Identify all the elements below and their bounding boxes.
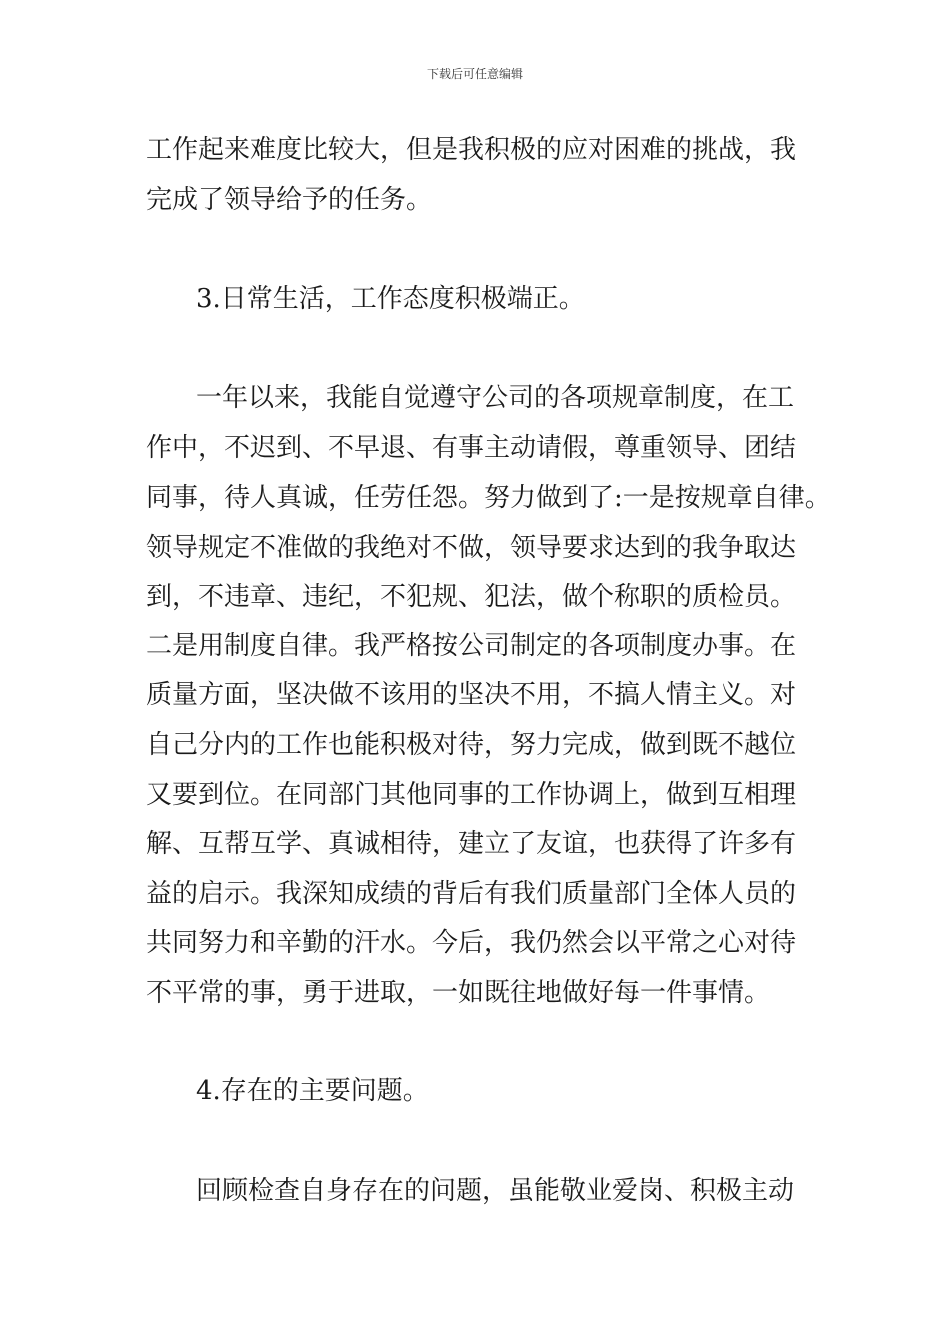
text-line: 回顾检查自身存在的问题，虽能敬业爱岗、积极主动 [196, 1176, 795, 1206]
text-line: 质量方面，坚决做不该用的坚决不用，不搞人情主义。对 [146, 680, 797, 710]
section-heading: 4.存在的主要问题。 [196, 1076, 429, 1106]
text-line: 到，不违章、违纪，不犯规、犯法，做个称职的质检员。 [146, 582, 797, 612]
text-line: 不平常的事，勇于进取，一如既往地做好每一件事情。 [146, 978, 771, 1008]
text-line: 同事，待人真诚，任劳任怨。努力做到了:一是按规章自律。 [146, 483, 831, 513]
text-line: 作中，不迟到、不早退、有事主动请假，尊重领导、团结 [146, 433, 797, 463]
text-line: 益的启示。我深知成绩的背后有我们质量部门全体人员的 [146, 879, 797, 909]
text-line: 自己分内的工作也能积极对待，努力完成，做到既不越位 [146, 730, 797, 760]
text-line: 完成了领导给予的任务。 [146, 185, 433, 215]
section-heading: 3.日常生活，工作态度积极端正。 [196, 284, 585, 314]
text-line: 又要到位。在同部门其他同事的工作协调上，做到互相理 [146, 780, 797, 810]
text-line: 一年以来，我能自觉遵守公司的各项规章制度，在工 [196, 383, 795, 413]
text-line: 工作起来难度比较大，但是我积极的应对困难的挑战，我 [146, 135, 797, 165]
text-line: 解、互帮互学、真诚相待，建立了友谊，也获得了许多有 [146, 829, 797, 859]
text-line: 共同努力和辛勤的汗水。今后，我仍然会以平常之心对待 [146, 928, 797, 958]
text-line: 领导规定不准做的我绝对不做，领导要求达到的我争取达 [146, 533, 797, 563]
text-line: 二是用制度自律。我严格按公司制定的各项制度办事。在 [146, 631, 797, 661]
page-header: 下载后可任意编辑 [426, 67, 523, 81]
